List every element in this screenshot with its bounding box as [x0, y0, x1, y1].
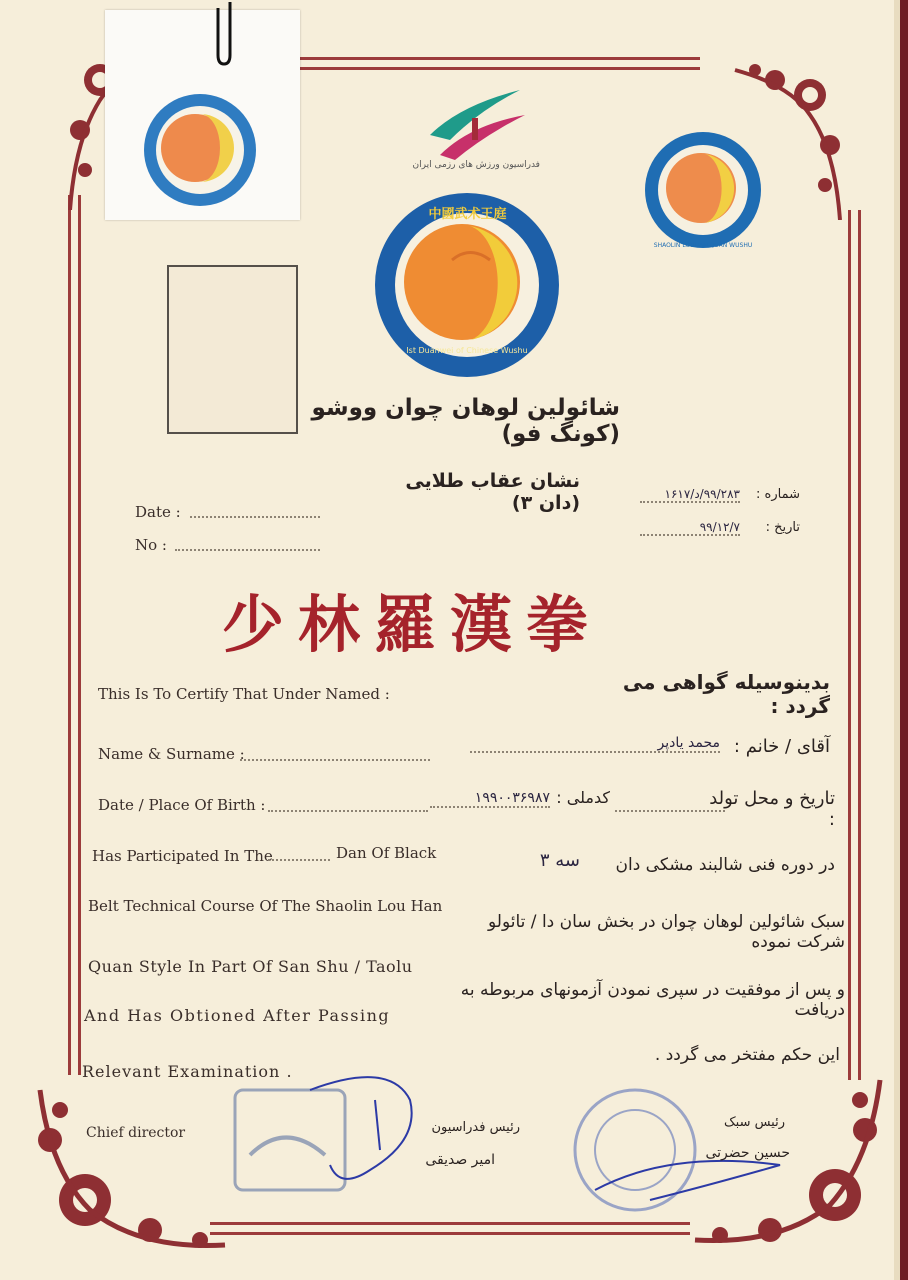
- ref-number-value: ۹۹/۲۸۳/د/۱۶۱۷: [640, 487, 740, 503]
- corner-ornament-bottom-left: [30, 1080, 230, 1260]
- en-line-3: Quan Style In Part Of San Shu / Taolu: [88, 957, 413, 976]
- name-value: محمد یادپر: [470, 735, 720, 753]
- dan-black-en: Dan Of Black: [336, 844, 437, 862]
- date-en-label: Date :: [135, 503, 181, 521]
- name-dots-en: [240, 745, 430, 761]
- right-medallion-text: SHAOLIN LOUHAN QUAN WUSHU: [653, 242, 753, 249]
- photo-placeholder: [167, 265, 298, 434]
- style-signature: [590, 1130, 790, 1210]
- sticker-medallion: [140, 90, 260, 210]
- frame-bottom-line-inner: [210, 1232, 690, 1235]
- course-fa: در دوره فنی شالبند مشکی دان: [615, 855, 835, 875]
- dan-value: سه ۳: [539, 850, 580, 871]
- certify-intro-en: This Is To Certify That Under Named :: [98, 685, 390, 703]
- en-line-5: Relevant Examination .: [82, 1062, 293, 1081]
- name-label-en: Name & Surname :: [98, 745, 245, 763]
- certify-intro-fa: بدینوسیله گواهی می گردد :: [622, 670, 830, 718]
- chief-director-en: Chief director: [86, 1125, 186, 1141]
- frame-left-line-inner: [78, 195, 81, 1075]
- birth-label-en: Date / Place Of Birth :: [98, 796, 266, 814]
- frame-top-line-inner: [300, 67, 700, 70]
- chinese-title: 少林羅漢拳: [222, 588, 603, 661]
- en-line-4: And Has Obtioned After Passing: [84, 1006, 391, 1025]
- right-medallion: [643, 130, 763, 250]
- federation-logo-caption: فدراسیون ورزش های رزمی ایران: [412, 160, 540, 170]
- title-fa: شائولین لوهان چوان ووشو (کونگ فو): [311, 395, 620, 447]
- frame-top-line: [300, 57, 700, 60]
- frame-bottom-line: [210, 1222, 690, 1225]
- fa-line-2: سبک شائولین لوهان چوان در بخش سان دا / تائولو شرکت نموده: [488, 912, 845, 952]
- birth-dots-en: [268, 796, 428, 812]
- federation-name: امیر صدیقی: [425, 1152, 495, 1168]
- en-line-2: Belt Technical Course Of The Shaolin Lou Han: [88, 897, 443, 915]
- no-en-dots: [175, 535, 320, 551]
- federation-title: رئیس فدراسیون: [431, 1120, 520, 1135]
- style-head-title: رئیس سبک: [724, 1115, 785, 1130]
- birth-label-fa: تاریخ و محل تولد :: [709, 788, 835, 830]
- fa-line-3: و پس از موفقیت در سپری نمودن آزمونهای مربوطه به دریافت: [460, 980, 845, 1020]
- ref-date-value: ۹۹/۱۲/۷: [640, 520, 740, 536]
- main-medallion-bottom-text: Ist Duanwei of Chinese Wushu: [406, 346, 528, 355]
- no-en-label: No :: [135, 536, 167, 554]
- ref-date-label: تاریخ :: [765, 520, 800, 535]
- participated-en: Has Participated In The: [92, 847, 273, 865]
- frame-left-line: [68, 195, 71, 1075]
- frame-right-line: [858, 210, 861, 1080]
- national-id-label: کدملی :: [556, 788, 610, 807]
- dan-dots-en: [268, 847, 330, 861]
- fa-line-4: این حکم مفتخر می گردد .: [654, 1045, 840, 1065]
- ref-number-label: شماره :: [756, 487, 800, 502]
- photo-sticker: [105, 10, 300, 220]
- frame-right-line-inner: [848, 210, 851, 1080]
- style-head-name: حسین حضرتی: [705, 1145, 790, 1161]
- main-medallion-top-text: 中國武术王庭: [428, 207, 507, 222]
- subtitle-fa: نشان عقاب طلایی (دان ۳): [405, 470, 580, 514]
- paperclip-icon: [210, 0, 250, 70]
- name-label-fa: آقای / خانم :: [733, 736, 830, 757]
- federation-logo: [420, 80, 530, 165]
- national-id-value: ۱۹۹۰۰۳۶۹۸۷: [430, 790, 550, 808]
- date-en-dots: [190, 502, 320, 518]
